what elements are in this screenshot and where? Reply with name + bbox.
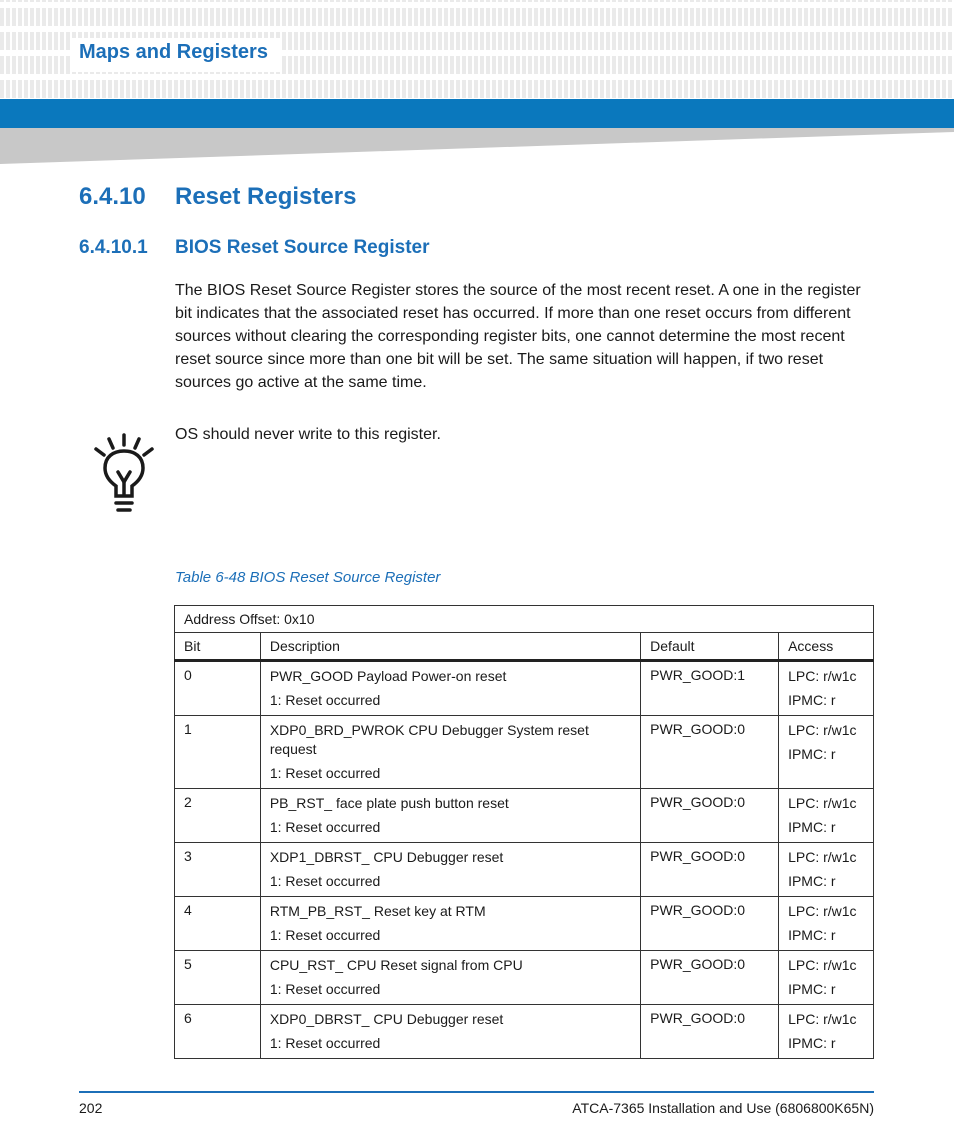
table-caption: Table 6-48 BIOS Reset Source Register <box>175 569 441 586</box>
description-text: XDP0_BRD_PWROK CPU Debugger System reset request <box>269 722 589 757</box>
description-value: 1: Reset occurred <box>269 1035 381 1051</box>
access-cell <box>779 951 874 1005</box>
access-lpc: LPC: r/w1c <box>788 957 857 973</box>
description-cell <box>260 843 640 897</box>
description-cell <box>260 661 640 716</box>
body-paragraph: The BIOS Reset Source Register stores the source of the most recent reset. A one in the register bit indicates that the associated reset has occurred. If more than one reset occurs from different sources without clearing the corresponding register bits, one cannot determine the most recent reset source since more than one bit will be set. The same situation will happen, if two reset sources go active at the same time. <box>175 282 861 391</box>
footer-rule <box>79 1091 874 1093</box>
access-ipmc: IPMC: r <box>788 746 836 762</box>
section-heading <box>79 183 356 211</box>
lightbulb-icon <box>92 432 156 514</box>
subsection-title: BIOS Reset Source Register <box>175 237 430 258</box>
bit-cell: 6 <box>175 1005 261 1059</box>
access-lpc: LPC: r/w1c <box>788 849 857 865</box>
description-cell <box>260 1005 640 1059</box>
description-text: PB_RST_ face plate push button reset <box>269 795 509 811</box>
table-header-row <box>175 633 874 661</box>
default-cell: PWR_GOOD:0 <box>641 1005 779 1059</box>
bios-reset-source-register-table <box>174 605 874 1059</box>
column-header-bit: Bit <box>175 633 261 661</box>
default-cell: PWR_GOOD:0 <box>641 789 779 843</box>
default-cell: PWR_GOOD:0 <box>641 951 779 1005</box>
column-header-description: Description <box>260 633 640 661</box>
default-cell: PWR_GOOD:0 <box>641 843 779 897</box>
note-text: OS should never write to this register. <box>175 426 441 443</box>
document-title: ATCA-7365 Installation and Use (6806800K65N) <box>572 1100 874 1116</box>
access-cell <box>779 843 874 897</box>
access-lpc: LPC: r/w1c <box>788 903 857 919</box>
description-cell <box>260 789 640 843</box>
default-cell: PWR_GOOD:1 <box>641 661 779 716</box>
access-cell <box>779 716 874 789</box>
description-text: XDP0_DBRST_ CPU Debugger reset <box>269 1011 504 1027</box>
section-number: 6.4.10 <box>79 183 146 210</box>
description-text: CPU_RST_ CPU Reset signal from CPU <box>269 957 523 973</box>
address-offset-cell: Address Offset: 0x10 <box>175 606 874 633</box>
table-row <box>175 1005 874 1059</box>
description-value: 1: Reset occurred <box>269 927 381 943</box>
table-row <box>175 951 874 1005</box>
description-value: 1: Reset occurred <box>269 873 381 889</box>
bit-cell: 5 <box>175 951 261 1005</box>
table-row <box>175 843 874 897</box>
column-header-access: Access <box>779 633 874 661</box>
bit-cell: 0 <box>175 661 261 716</box>
access-cell <box>779 789 874 843</box>
access-ipmc: IPMC: r <box>788 981 836 997</box>
description-value: 1: Reset occurred <box>269 981 381 997</box>
access-lpc: LPC: r/w1c <box>788 668 857 684</box>
default-cell: PWR_GOOD:0 <box>641 716 779 789</box>
bit-cell: 1 <box>175 716 261 789</box>
description-text: RTM_PB_RST_ Reset key at RTM <box>269 903 486 919</box>
header-grey-wedge <box>0 128 954 164</box>
access-ipmc: IPMC: r <box>788 927 836 943</box>
access-lpc: LPC: r/w1c <box>788 722 857 738</box>
description-cell <box>260 951 640 1005</box>
description-value: 1: Reset occurred <box>269 692 381 708</box>
bit-cell: 3 <box>175 843 261 897</box>
access-cell <box>779 1005 874 1059</box>
table-row <box>175 716 874 789</box>
default-cell: PWR_GOOD:0 <box>641 897 779 951</box>
description-value: 1: Reset occurred <box>269 765 381 781</box>
table-row <box>175 661 874 716</box>
access-lpc: LPC: r/w1c <box>788 795 857 811</box>
access-ipmc: IPMC: r <box>788 692 836 708</box>
access-cell <box>779 897 874 951</box>
description-value: 1: Reset occurred <box>269 819 381 835</box>
description-text: PWR_GOOD Payload Power-on reset <box>269 668 507 684</box>
description-cell <box>260 716 640 789</box>
table-row <box>175 897 874 951</box>
access-ipmc: IPMC: r <box>788 1035 836 1051</box>
access-cell <box>779 661 874 716</box>
header-blue-bar <box>0 99 954 128</box>
access-lpc: LPC: r/w1c <box>788 1011 857 1027</box>
bit-cell: 2 <box>175 789 261 843</box>
access-ipmc: IPMC: r <box>788 819 836 835</box>
description-cell <box>260 897 640 951</box>
section-title: Reset Registers <box>175 183 357 210</box>
address-offset-row <box>175 606 874 633</box>
table-row <box>175 789 874 843</box>
chapter-title: Maps and Registers <box>79 41 268 63</box>
subsection-heading <box>79 237 429 259</box>
column-header-default: Default <box>641 633 779 661</box>
subsection-number: 6.4.10.1 <box>79 237 148 258</box>
page-number: 202 <box>79 1100 103 1116</box>
access-ipmc: IPMC: r <box>788 873 836 889</box>
bit-cell: 4 <box>175 897 261 951</box>
description-text: XDP1_DBRST_ CPU Debugger reset <box>269 849 504 865</box>
